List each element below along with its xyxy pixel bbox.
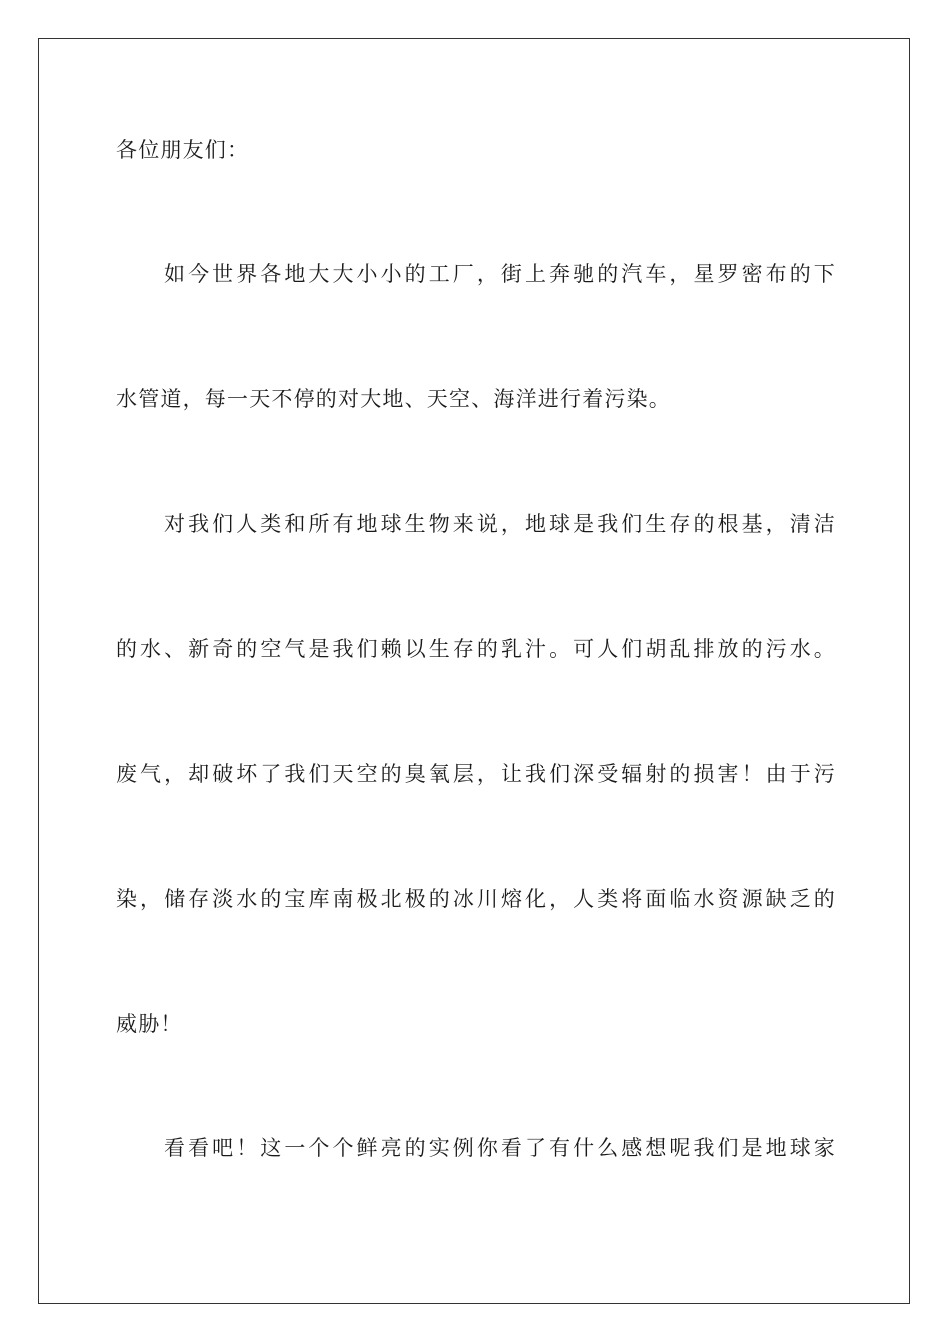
paragraph-2-line-5: 威胁！ xyxy=(116,1012,183,1036)
page-border xyxy=(38,38,910,1304)
paragraph-1-line-2: 水管道，每一天不停的对大地、天空、海洋进行着污染。 xyxy=(116,387,671,411)
paragraph-3-line-1: 看看吧！这一个个鲜亮的实例你看了有什么感想呢我们是地球家 xyxy=(164,1136,836,1160)
paragraph-2-line-1: 对我们人类和所有地球生物来说，地球是我们生存的根基，清洁 xyxy=(164,512,836,536)
paragraph-2-line-2: 的水、新奇的空气是我们赖以生存的乳汁。可人们胡乱排放的污水。 xyxy=(116,637,836,661)
paragraph-2-line-4: 染，储存淡水的宝库南极北极的冰川熔化，人类将面临水资源缺乏的 xyxy=(116,887,836,911)
salutation-line: 各位朋友们： xyxy=(116,138,250,162)
paragraph-2-line-3: 废气，却破坏了我们天空的臭氧层，让我们深受辐射的损害！由于污 xyxy=(116,762,836,786)
paragraph-1-line-1: 如今世界各地大大小小的工厂，街上奔驰的汽车，星罗密布的下 xyxy=(164,262,836,286)
